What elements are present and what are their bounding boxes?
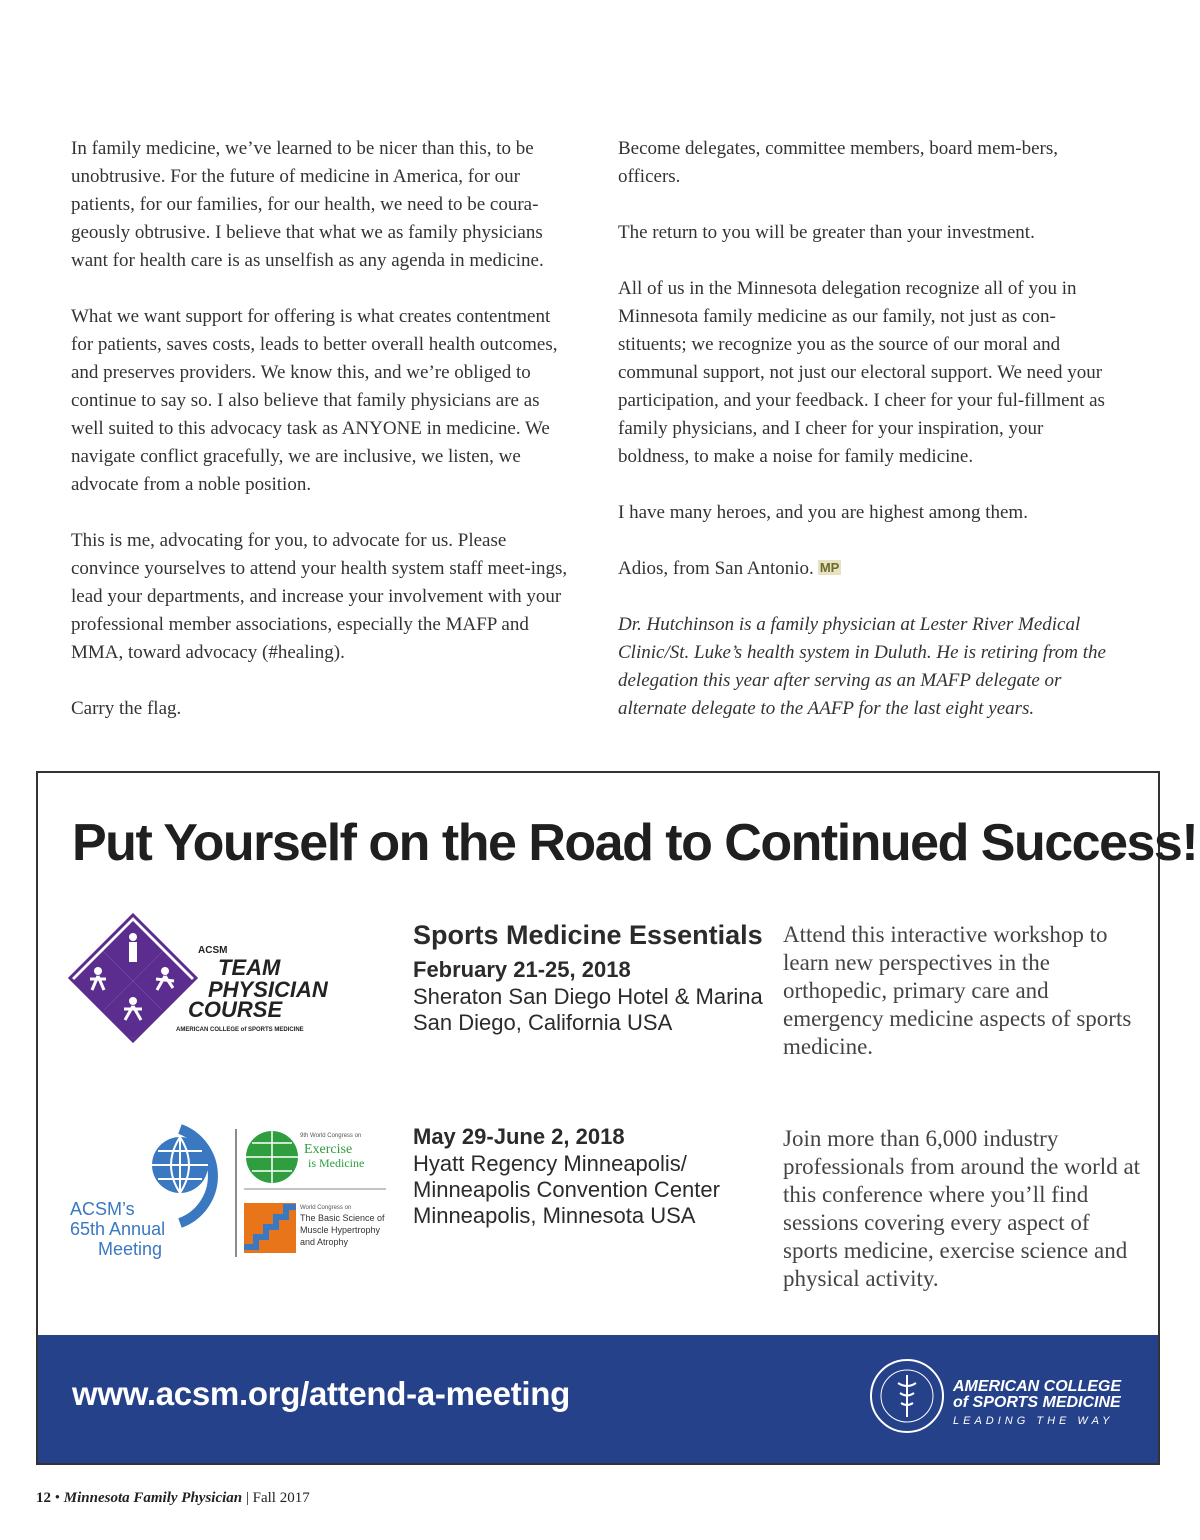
acsm-seal-icon (868, 1357, 946, 1435)
globe-icon (152, 1129, 213, 1223)
article-paragraph: What we want support for offering is what creates contentment for patients, saves costs, leads to better overall health outcomes, and preserves providers. We know this, and we’re obliged to continue to say so. I also believe that family physicians are as well suited to this advocacy task as ANYONE in medicine. We navigate conflict gracefully, we are inclusive, we listen, we advocate from a noble position. (71, 306, 558, 495)
publication-name: Minnesota Family Physician (63, 1490, 243, 1506)
event2-venue-line1: Hyatt Regency Minneapolis/ (413, 1151, 687, 1176)
article-paragraph: All of us in the Minnesota delegation recognize all of you in Minnesota family medicine as our family, not just as con-stituents; we recognize you as the source of our moral and communal support, not just our electoral support. We need your participation, and your feedback. I cheer for your ful-fillment as family physicians, and I cheer for your inspiration, your boldness, to make a noise for family medicine. (618, 278, 1105, 467)
congress2-line3: and Atrophy (300, 1237, 349, 1247)
event2-location: Minneapolis, Minnesota USA (413, 1203, 696, 1228)
event1-title: Sports Medicine Essentials (413, 920, 763, 950)
acsm-meeting-link[interactable]: www.acsm.org/attend-a-meeting (72, 1375, 570, 1412)
signoff (618, 555, 1108, 583)
article-paragraph: The return to you will be greater than your investment. (618, 222, 1035, 243)
event2-blurb: Join more than 6,000 industry professionals from around the world at this conference where you’ll find sessions covering every aspect of sports medicine, exercise science and physical activity. (783, 1126, 1141, 1291)
logo-acsm-text: ACSM (198, 945, 228, 956)
signoff-text: Adios, from San Antonio. (618, 558, 814, 579)
diamond-athletes-icon (70, 915, 196, 1041)
event1-venue: Sheraton San Diego Hotel & Marina (413, 984, 763, 1009)
congress1-small-text: 9th World Congress on (300, 1133, 362, 1139)
article-right-column (618, 135, 1108, 751)
muscle-science-icon (244, 1203, 296, 1253)
congress2-small-text: World Congress on (300, 1205, 352, 1211)
congress1-medicine-text: is Medicine (308, 1156, 365, 1170)
article-paragraph: In family medicine, we’ve learned to be nicer than this, to be unobtrusive. For the future of medicine in America, for our patients, for our families, for our health, we need to be coura-geously obtrusive. I believe that what we as family physicians want for health care is as unselfish as any agenda in medicine. (71, 138, 544, 271)
acsm-org-line1: AMERICAN COLLEGE (953, 1378, 1121, 1395)
issue-label: Fall 2017 (252, 1490, 310, 1506)
article-paragraph: Carry the flag. (71, 698, 182, 719)
logo-annual-text: 65th Annual (70, 1219, 166, 1239)
logo-college-text: AMERICAN COLLEGE of SPORTS MEDICINE (176, 1027, 304, 1033)
annual-meeting-logos (68, 1123, 398, 1263)
logo-meeting-text: Meeting (98, 1239, 163, 1259)
ad-footer-banner (38, 1335, 1158, 1463)
footer-bullet: • (54, 1490, 61, 1506)
article-left-column (71, 135, 571, 751)
mp-end-mark-icon: MP (819, 560, 840, 575)
logo-team-text: TEAM (218, 955, 281, 980)
logo-acsms-text: ACSM’s (70, 1199, 135, 1219)
acsm-tagline: LEADING THE WAY (953, 1415, 1114, 1427)
logo-physician-text: PHYSICIAN (208, 977, 328, 1002)
event2-dates: May 29-June 2, 2018 (413, 1124, 625, 1149)
article-paragraph: I have many heroes, and you are highest among them. (618, 502, 1028, 523)
exercise-is-medicine-icon (246, 1131, 298, 1183)
congress2-line1: The Basic Science of (300, 1213, 385, 1223)
acsm-org-name (953, 1379, 1121, 1411)
footer-separator: | (245, 1490, 249, 1506)
logo-course-text: COURSE (188, 997, 283, 1022)
article-paragraph: This is me, advocating for you, to advocate for us. Please convince yourselves to attend your health system staff meet-ings, lead your departments, and increase your involvement with your professional member associations, especially the MAFP and MMA, toward advocacy (#healing). (71, 530, 568, 663)
page-number: 12 (36, 1490, 51, 1506)
congress1-exercise-text: Exercise (304, 1142, 353, 1157)
author-bio: Dr. Hutchinson is a family physician at Lester River Medical Clinic/St. Luke’s health system in Duluth. He is retiring from the delegation this year after serving as an MAFP delegate or alternate delegate to the AAFP for the last eight years. (618, 614, 1106, 719)
event1-dates: February 21-25, 2018 (413, 957, 631, 982)
article-paragraph: Become delegates, committee members, board mem-bers, officers. (618, 138, 1059, 187)
event2-venue-line2: Minneapolis Convention Center (413, 1177, 720, 1202)
acsm-advertisement[interactable] (36, 771, 1198, 1465)
congress2-line2: Muscle Hypertrophy (300, 1225, 381, 1235)
acsm-org-line2: of SPORTS MEDICINE (953, 1394, 1121, 1411)
event1-blurb: Attend this interactive workshop to learn new perspectives in the orthopedic, primary care and emergency medicine aspects of sports medicine. (783, 922, 1132, 1059)
event1-location: San Diego, California USA (413, 1010, 673, 1035)
page-footer (36, 1490, 310, 1507)
team-physician-course-logo (68, 913, 358, 1063)
ad-headline: Put Yourself on the Road to Continued Success! (72, 814, 1198, 872)
